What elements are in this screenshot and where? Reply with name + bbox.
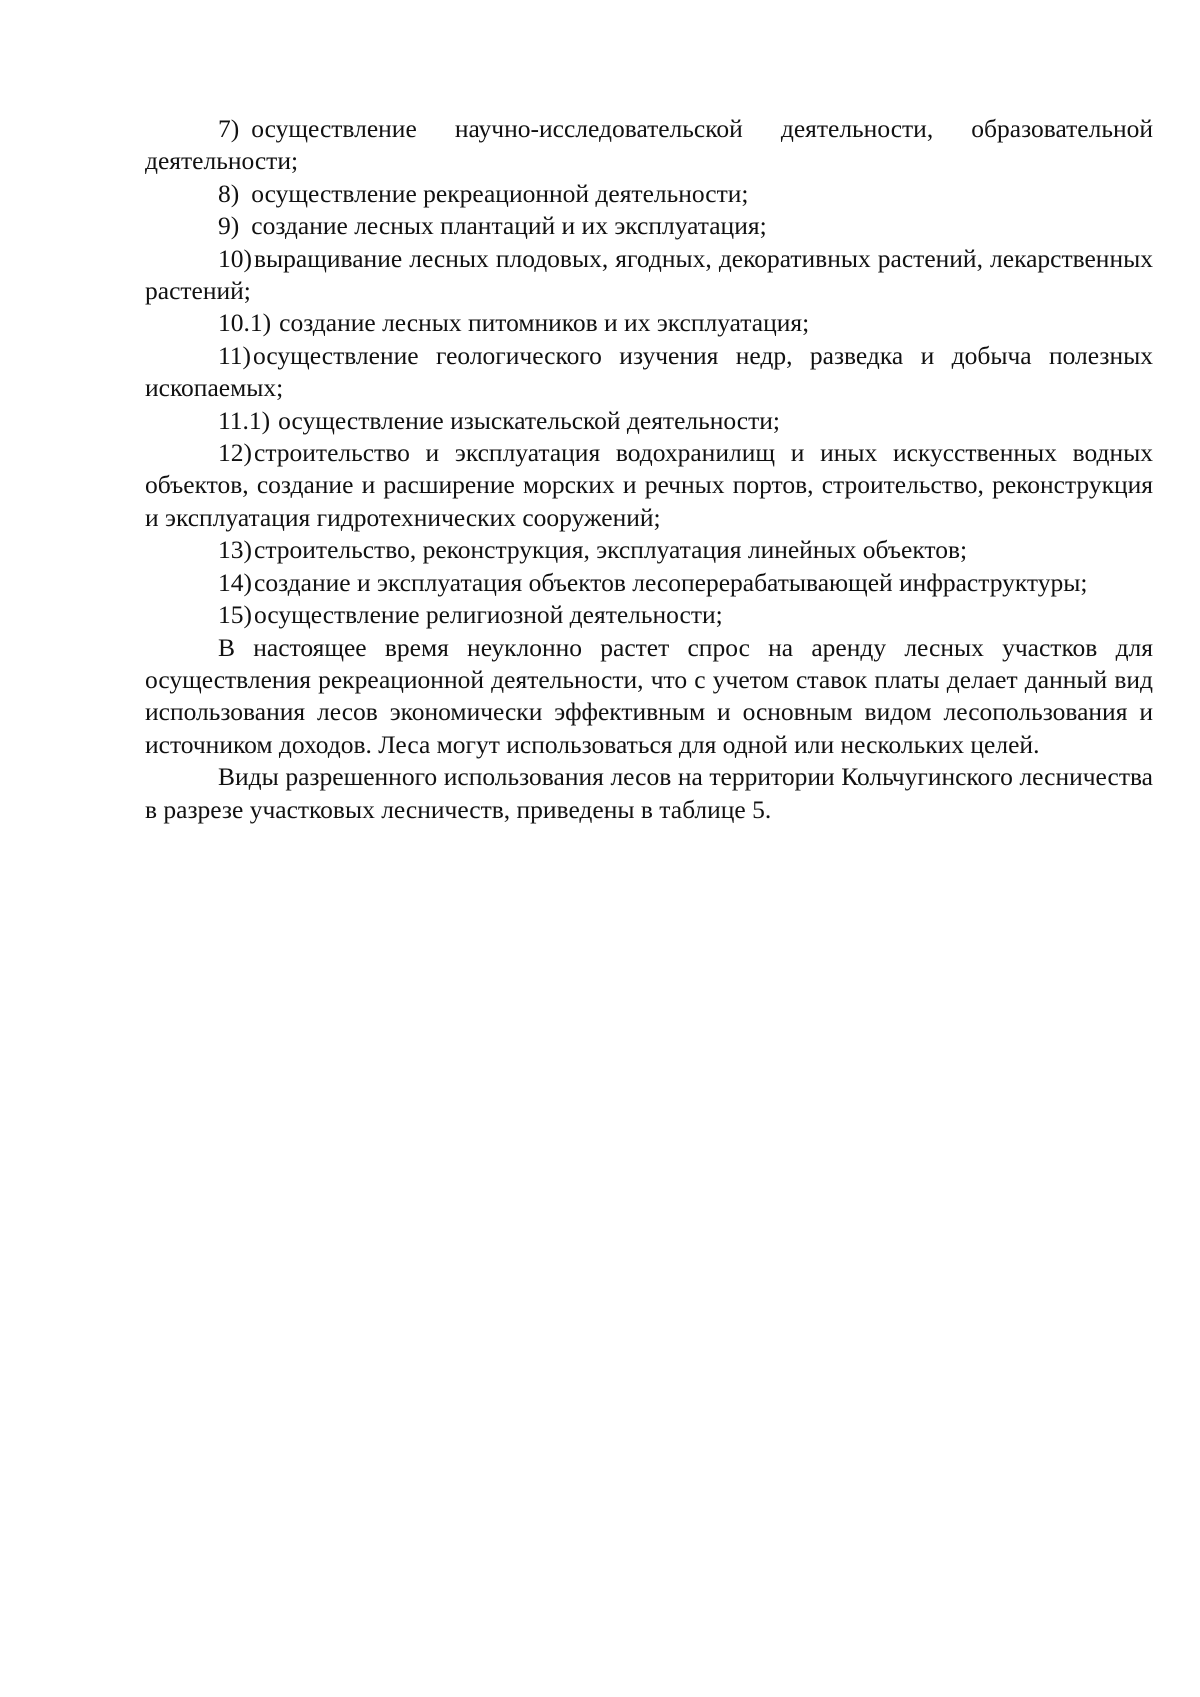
list-item-text: осуществление научно-исследовательской деятельности, образовательной деятельности; bbox=[145, 114, 1153, 176]
list-item-text: создание и эксплуатация объектов лесоперерабатывающей инфраструктуры; bbox=[254, 567, 1088, 597]
list-item bbox=[145, 113, 1153, 178]
document-body bbox=[145, 113, 1153, 826]
list-item bbox=[145, 405, 1153, 437]
list-item-number: 14) bbox=[218, 567, 252, 597]
list-item-text: создание лесных плантаций и их эксплуатация; bbox=[251, 211, 767, 241]
list-item-number: 15) bbox=[218, 600, 252, 630]
list-item bbox=[145, 437, 1153, 534]
list-item bbox=[145, 307, 1153, 339]
list-item-text: осуществление религиозной деятельности; bbox=[254, 600, 723, 630]
list-item bbox=[145, 599, 1153, 631]
list-item-text: строительство и эксплуатация водохранилищ и иных искусственных водных объектов, создание и расширение морских и речных портов, строительство, реконструкция и эксплуатация гидротехнических сооружений; bbox=[145, 438, 1153, 532]
list-item-text: выращивание лесных плодовых, ягодных, декоративных растений, лекарственных растений; bbox=[145, 243, 1153, 306]
list-item bbox=[145, 178, 1153, 210]
list-item bbox=[145, 243, 1153, 308]
list-item bbox=[145, 534, 1153, 566]
list-item-number: 9) bbox=[218, 211, 240, 241]
list-item-number: 7) bbox=[218, 114, 240, 143]
list-item-text: создание лесных питомников и их эксплуатация; bbox=[279, 308, 810, 338]
list-item-text: осуществление рекреационной деятельности; bbox=[251, 178, 749, 208]
body-paragraph: Виды разрешенного использования лесов на территории Кольчугинского лесничества в разрезе участковых лесничеств, приведены в таблице 5. bbox=[145, 762, 1153, 824]
list-item-text: строительство, реконструкция, эксплуатация линейных объектов; bbox=[254, 535, 968, 565]
list-item-text: осуществление геологического изучения недр, разведка и добыча полезных ископаемых; bbox=[145, 340, 1153, 403]
list-item-number: 12) bbox=[218, 438, 252, 468]
list-item-number: 11) bbox=[218, 340, 252, 370]
body-paragraph: В настоящее время неуклонно растет спрос на аренду лесных участков для осуществления рекреационной деятельности, что с учетом ставок платы делает данный вид использования лесов экономически эффективным и основным видом лесопользования и источником доходов. Леса могут использоваться для одной или нескольких целей. bbox=[145, 632, 1153, 759]
list-item bbox=[145, 340, 1153, 405]
list-item-number: 13) bbox=[218, 535, 252, 565]
list-item bbox=[145, 567, 1153, 599]
list-item-number: 11.1) bbox=[218, 405, 271, 435]
list-item-text: осуществление изыскательской деятельности; bbox=[278, 405, 780, 435]
list-item-number: 10.1) bbox=[218, 308, 272, 338]
list-item-number: 8) bbox=[218, 178, 240, 208]
list-item-number: 10) bbox=[218, 243, 252, 273]
list-item bbox=[145, 210, 1153, 242]
